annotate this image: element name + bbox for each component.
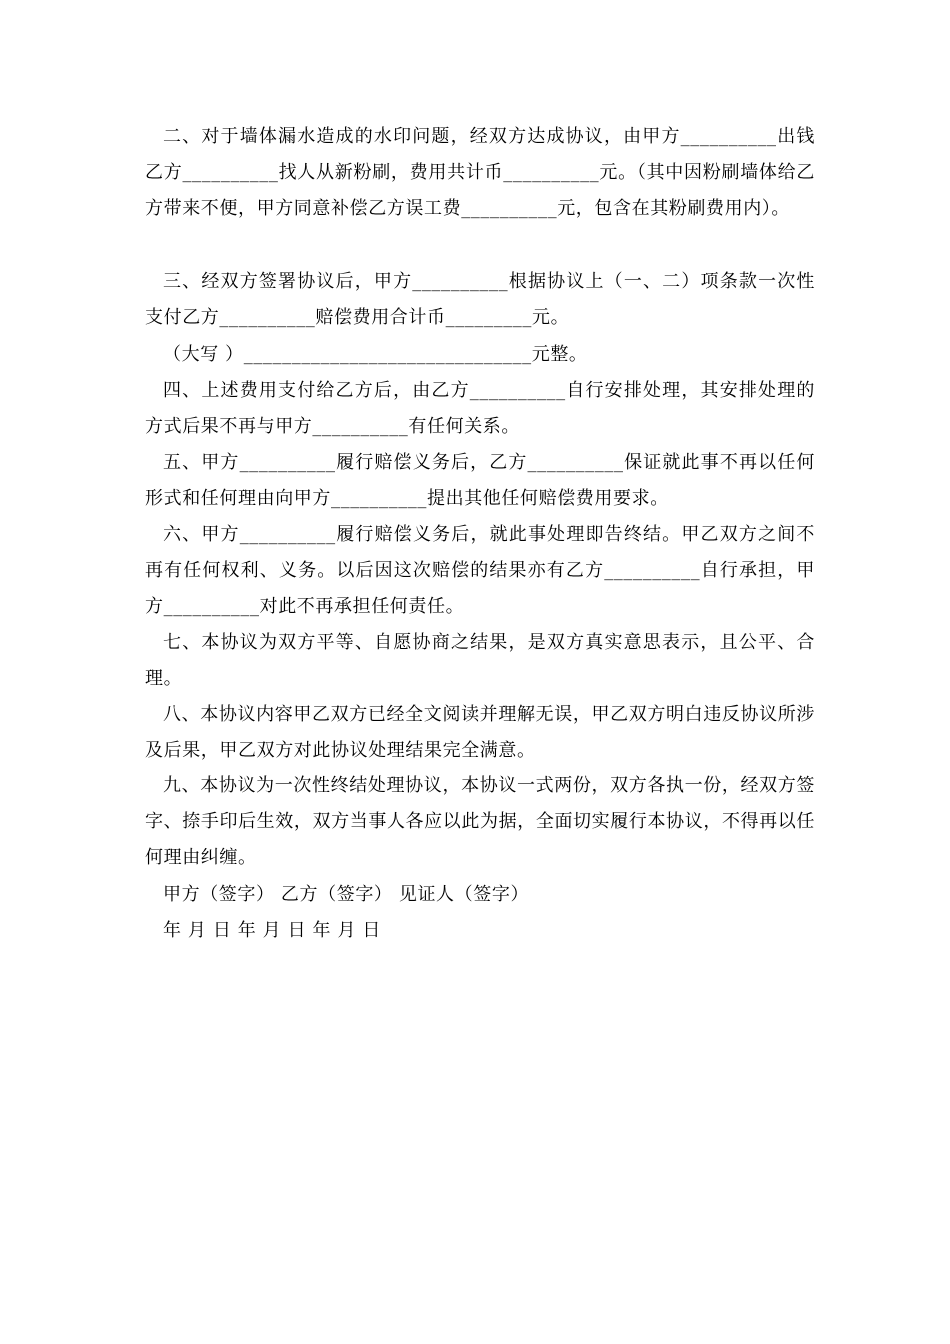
signature-line: 甲方（签字） 乙方（签字） 见证人（签字）: [163, 884, 530, 905]
clause-5: 五、甲方__________履行赔偿义务后，乙方__________保证就此事不再以任何形式和任何理由向甲方__________提出其他任何赔偿费用要求。: [145, 452, 815, 509]
clause-3: 三、经双方签署协议后，甲方__________根据协议上（一、二）项条款一次性支付乙方__________赔偿费用合计币_________元。: [145, 271, 815, 328]
clause-9: 九、本协议为一次性终结处理协议，本协议一式两份，双方各执一份，经双方签字、捺手印后生效，双方当事人各应以此为据，全面切实履行本协议，不得再以任何理由纠缠。: [145, 775, 815, 868]
clause-2: 二、对于墙体漏水造成的水印问题，经双方达成协议，由甲方__________出钱乙方__________找人从新粉刷，费用共计币__________元。（其中因粉刷墙体给乙方带来不便，甲方同意补偿乙方误工费__________元，包含在其粉刷费用内）。: [145, 126, 815, 219]
clause-7: 七、本协议为双方平等、自愿协商之结果，是双方真实意思表示，且公平、合理。: [145, 632, 815, 689]
clause-3-amount-in-words: （大写 ）______________________________元整。: [163, 344, 588, 365]
clause-4: 四、上述费用支付给乙方后，由乙方__________自行安排处理，其安排处理的方式后果不再与甲方__________有任何关系。: [145, 380, 815, 437]
clause-6: 六、甲方__________履行赔偿义务后，就此事处理即告终结。甲乙双方之间不再有任何权利、义务。以后因这次赔偿的结果亦有乙方__________自行承担，甲方__________对此不再承担任何责任。: [145, 524, 815, 617]
date-line: 年 月 日 年 月 日 年 月 日: [163, 920, 381, 941]
clause-8: 八、本协议内容甲乙双方已经全文阅读并理解无误，甲乙双方明白违反协议所涉及后果，甲乙双方对此协议处理结果完全满意。: [145, 704, 815, 761]
